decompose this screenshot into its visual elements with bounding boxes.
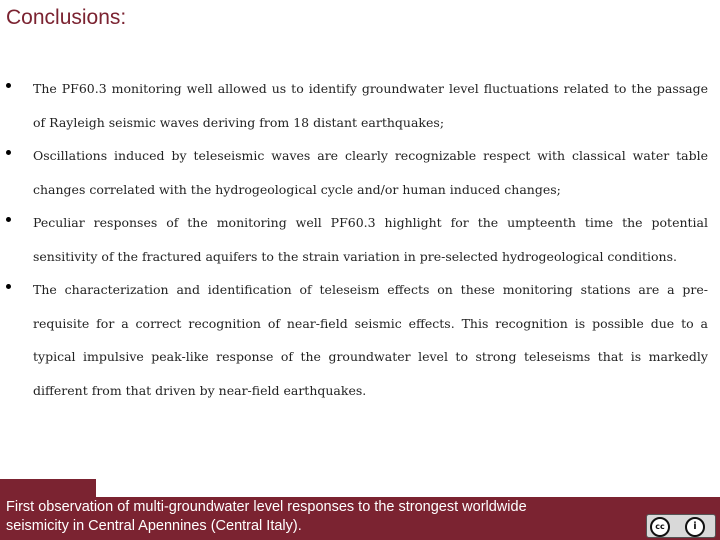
cc-icon: cc [650,517,670,537]
bullet-text: Peculiar responses of the monitoring well PF60.3 highlight for the umpteenth time the potential sensitivity of the fractured aquifers to the strain variation in pre-selected hydrogeological conditions. [33,215,708,264]
slide-title: Conclusions: [6,6,127,29]
footer-caption: First observation of multi-groundwater level responses to the strongest worldwide seismicity in Central Apennines (Central Italy). [6,499,527,534]
bullet-text: The characterization and identification of teleseism effects on these monitoring stations are a pre-requisite for a correct recognition of near-field seismic effects. This recognition is possible due to a typical impulsive peak-like response of the groundwater level to strong teleseisms that is markedly different from that driven by near-field earthquakes. [33,282,708,398]
cc-license-badge[interactable] [646,514,716,538]
bullet-dot-icon [6,150,11,155]
bullet-dot-icon [6,83,11,88]
bullet-text: The PF60.3 monitoring well allowed us to identify groundwater level fluctuations related to the passage of Rayleigh seismic waves deriving from 18 distant earthquakes; [33,81,708,130]
bullet-dot-icon [6,217,11,222]
footer-banner [0,479,720,540]
attribution-icon: i [685,517,705,537]
bullet-text: Oscillations induced by teleseismic waves are clearly recognizable respect with classical water table changes correlated with the hydrogeological cycle and/or human induced changes; [33,148,708,197]
bullet-dot-icon [6,284,11,289]
